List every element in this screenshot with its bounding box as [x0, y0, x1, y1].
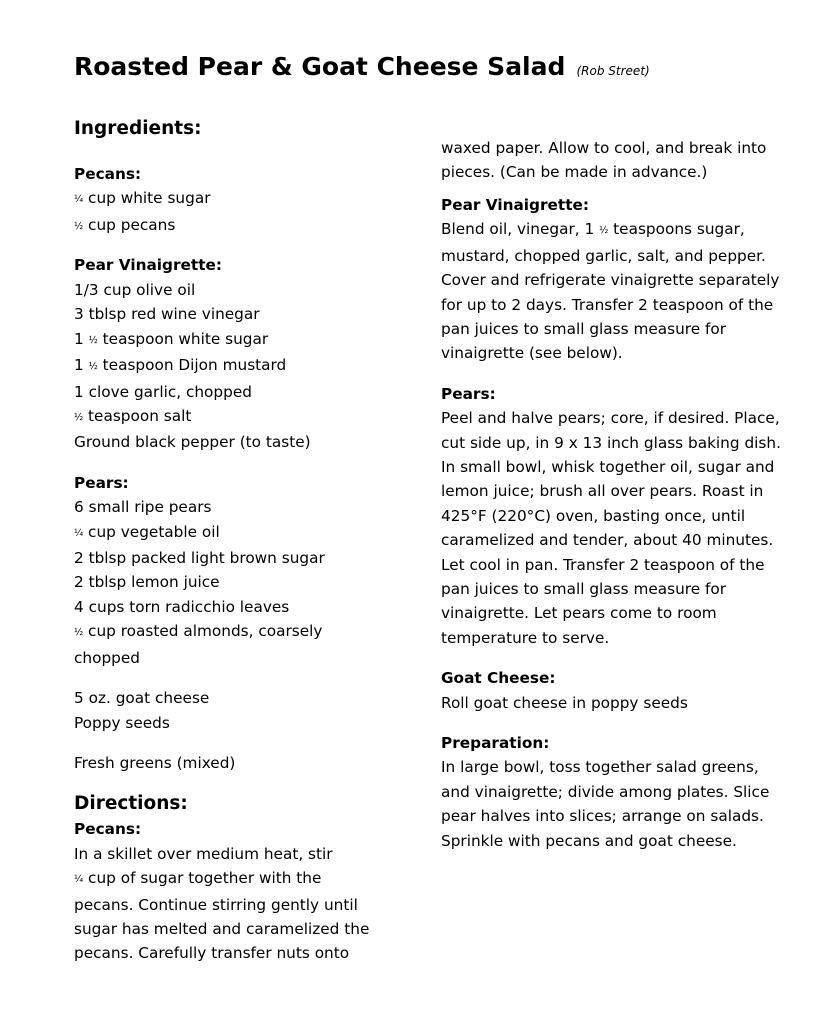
pecans-directions-text	[74, 842, 414, 966]
vinaigrette-directions-text: Blend oil, vinegar, 1 ½ teaspoons sugar, mustard, chopped garlic, salt, and pepper. Cover and refrigerate vinaigrette separately for up to 2 days. Transfer 2 teaspoon of the pan juices to small glass measure for vinaigrette (see below).	[441, 220, 780, 363]
text-line: ½ cup roasted almonds, coarsely	[74, 622, 323, 641]
text-line: 1 clove garlic, chopped	[74, 382, 252, 401]
pecans-ingredients-heading: Pecans:	[74, 165, 142, 183]
title-row	[74, 52, 650, 81]
text-line: 1 ½ teaspoon white sugar	[74, 329, 269, 348]
text-line: In a skillet over medium heat, stir	[74, 844, 333, 863]
vinaigrette-ingredient-list	[74, 278, 414, 455]
text-line: 6 small ripe pears	[74, 498, 212, 517]
vinaigrette-directions-heading: Pear Vinaigrette:	[441, 195, 590, 214]
pears-ingredient-list	[74, 495, 414, 670]
cheese-ingredient-list	[74, 686, 414, 735]
cheese-directions-text: Roll goat cheese in poppy seeds	[441, 693, 688, 712]
vinaigrette-ingredients-heading: Pear Vinaigrette:	[74, 256, 223, 275]
text-line: ¼ cup of sugar together with the	[74, 869, 322, 888]
text-line: pecans. Carefully transfer nuts onto	[74, 944, 350, 963]
pecans-directions-continued: waxed paper. Allow to cool, and break into pieces. (Can be made in advance.)	[441, 139, 767, 182]
text-line: 1 ½ teaspoon Dijon mustard	[74, 356, 287, 375]
text-line: Poppy seeds	[74, 713, 170, 732]
text-line: pecans. Continue stirring gently until	[74, 895, 358, 914]
pears-directions-text: Peel and halve pears; core, if desired. Place, cut side up, in 9 x 13 inch glass baking dish. In small bowl, whisk together oil, sugar and lemon juice; brush all over pears. Roast in 425°F (220°C) oven, basting once, until caramelized and tender, about 40 minutes. Let cool in pan. Transfer 2 teaspoon of the pan juices to small glass measure for vinaigrette. Let pears come to room temperature to serve.	[441, 409, 781, 647]
text-line: ¼ cup vegetable oil	[74, 522, 220, 541]
left-column	[74, 116, 414, 966]
pecans-ingredient-list	[74, 186, 414, 239]
text-line: 3 tblsp red wine vinegar	[74, 305, 260, 324]
text-line: chopped	[74, 648, 141, 667]
recipe-title: Roasted Pear & Goat Cheese Salad	[74, 52, 566, 81]
text-line: 2 tblsp packed light brown sugar	[74, 549, 325, 568]
text-line: ¼ cup white sugar	[74, 189, 211, 208]
preparation-directions-heading: Preparation:	[441, 734, 550, 752]
greens-ingredient: Fresh greens (mixed)	[74, 753, 236, 772]
text-line: 4 cups torn radicchio leaves	[74, 597, 290, 616]
preparation-directions-text: In large bowl, toss together salad greens, and vinaigrette; divide among plates. Slice pear halves into slices; arrange on salads. Sprinkle with pecans and goat cheese.	[441, 758, 770, 850]
text-line: ½ cup pecans	[74, 215, 176, 234]
text-line: 5 oz. goat cheese	[74, 689, 210, 708]
text-line: Ground black pepper (to taste)	[74, 433, 311, 452]
text-line: 1/3 cup olive oil	[74, 280, 196, 299]
right-column	[441, 136, 786, 853]
cheese-directions-heading: Goat Cheese:	[441, 669, 556, 688]
pears-ingredients-heading: Pears:	[74, 473, 129, 492]
recipe-author: (Rob Street)	[576, 64, 650, 78]
ingredients-heading: Ingredients:	[74, 118, 202, 139]
text-line: ½ teaspoon salt	[74, 406, 192, 425]
pears-directions-heading: Pears:	[441, 384, 496, 403]
text-line: sugar has melted and caramelized the	[74, 920, 370, 939]
pecans-directions-heading: Pecans:	[74, 820, 142, 839]
directions-heading: Directions:	[74, 793, 188, 815]
text-line: 2 tblsp lemon juice	[74, 573, 220, 592]
